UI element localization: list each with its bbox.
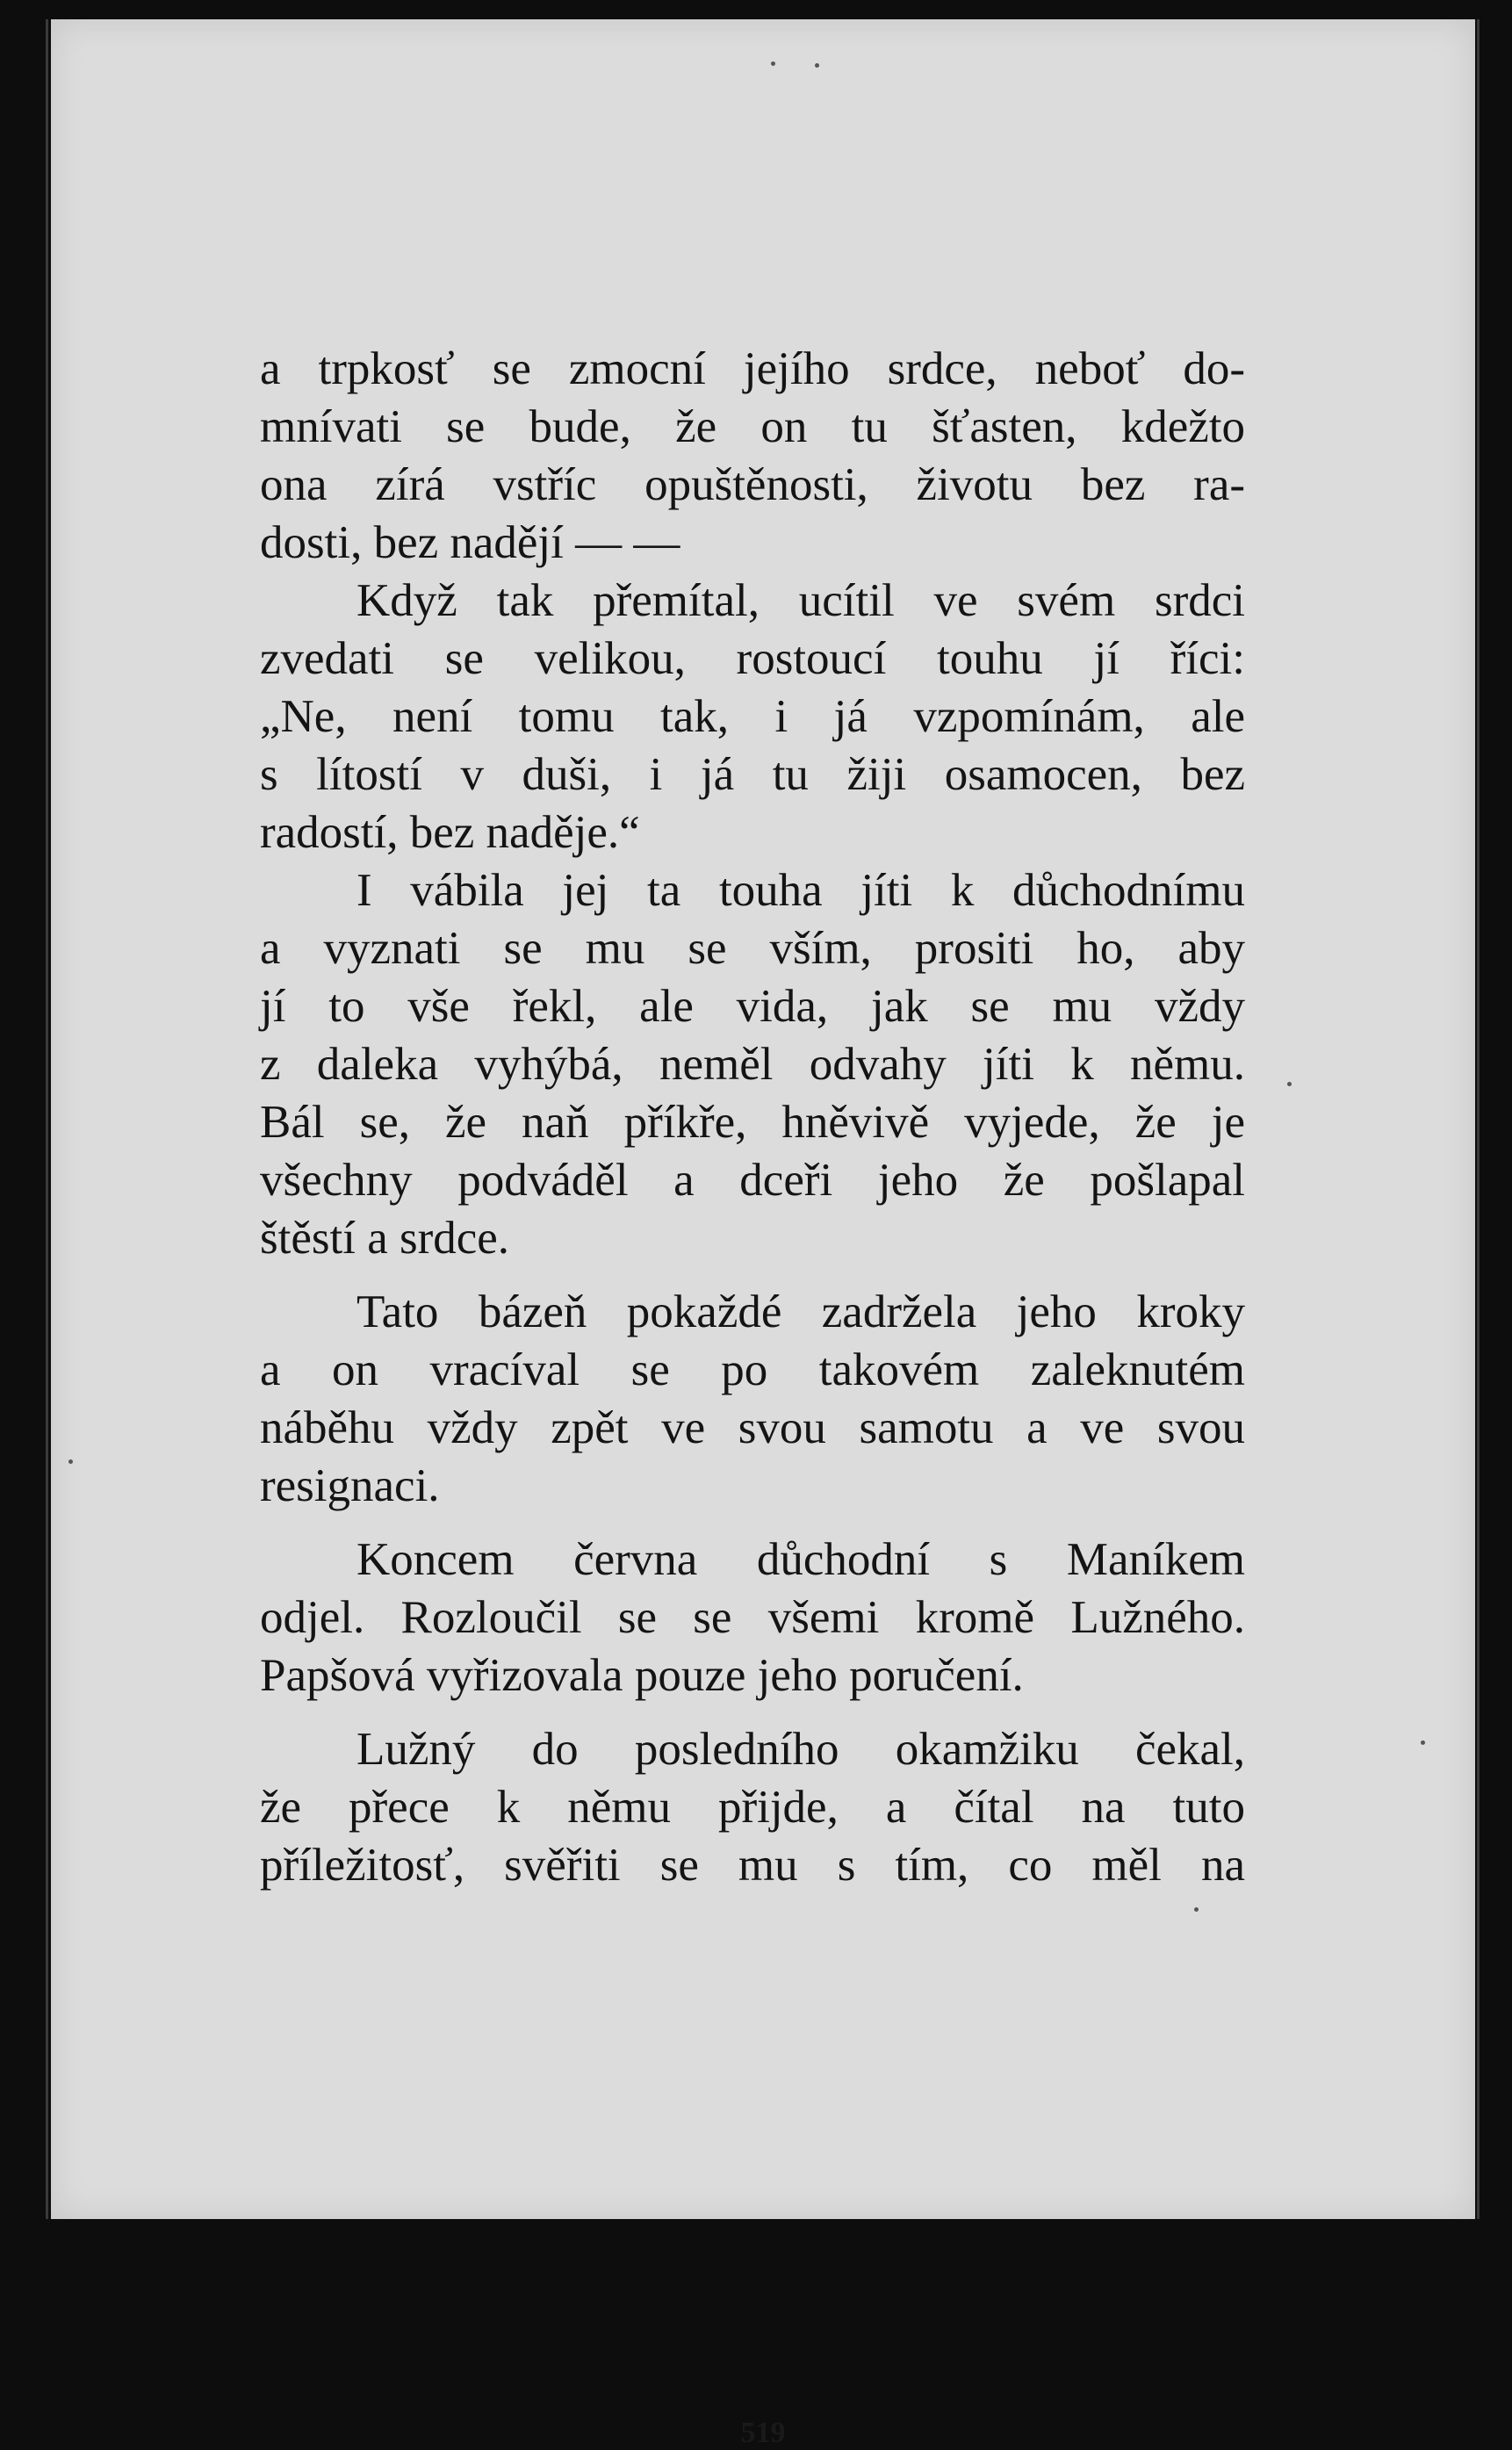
text-line: všechny podváděl a dceři jeho že pošlapal [260,1155,1245,1206]
text-line: I vábila jej ta touha jíti k důchodnímu [356,865,1245,916]
text-line: Tato bázeň pokaždé zadržela jeho kroky [356,1286,1245,1337]
text-line: Když tak přemítal, ucítil ve svém srdci [356,575,1245,626]
body-text [260,340,1245,1894]
paragraph-3 [260,861,1245,1267]
text-line: z daleka vyhýbá, neměl odvahy jíti k němu. [260,1039,1245,1090]
text-line: radostí, bez naděje.“ [260,807,640,858]
paragraph-2 [260,572,1245,861]
text-line: a trpkosť se zmocní jejího srdce, neboť do- [260,343,1245,394]
paper-speck [815,63,819,68]
text-line: mnívati se bude, že on tu šťasten, kdežto [260,401,1245,452]
paragraph-6 [260,1720,1245,1894]
book-page [51,19,1475,2449]
text-line: resignaci. [260,1460,440,1511]
paragraph-4 [260,1283,1245,1515]
text-line: ona zírá vstříc opuštěnosti, životu bez ra- [260,459,1245,510]
right-page-edge [1477,19,1480,2219]
left-page-edge [46,19,48,2219]
paragraph-5 [260,1531,1245,1704]
text-line: „Ne, není tomu tak, i já vzpomínám, ale [260,691,1245,742]
text-line: a on vracíval se po takovém zaleknutém [260,1344,1245,1395]
paper-speck [1421,1740,1425,1745]
text-line: odjel. Rozloučil se se všemi kromě Lužného. [260,1592,1245,1643]
paragraph-1 [260,340,1245,572]
paper-speck [68,1459,73,1464]
page-number: 519 [740,2417,786,2449]
paper-speck [771,61,775,66]
paper-speck [1194,1907,1199,1912]
text-line: dosti, bez nadějí — — [260,517,680,568]
text-line: že přece k němu přijde, a čítal na tuto [260,1782,1245,1833]
text-line: Lužný do posledního okamžiku čekal, [356,1724,1245,1775]
text-line: s lítostí v duši, i já tu žiji osamocen, bez [260,749,1245,800]
text-line: Papšová vyřizovala pouze jeho poručení. [260,1650,1024,1701]
paper-speck [1287,1082,1292,1086]
text-line: Bál se, že naň příkře, hněvivě vyjede, že je [260,1097,1245,1148]
text-line: jí to vše řekl, ale vida, jak se mu vždy [260,981,1245,1032]
text-line: příležitosť, svěřiti se mu s tím, co měl na [260,1840,1245,1891]
text-line: náběhu vždy zpět ve svou samotu a ve svou [260,1402,1245,1453]
text-line: a vyznati se mu se vším, prositi ho, aby [260,923,1245,974]
text-line: Koncem června důchodní s Maníkem [356,1534,1245,1585]
text-line: zvedati se velikou, rostoucí touhu jí říci: [260,633,1245,684]
text-line: štěstí a srdce. [260,1213,510,1264]
